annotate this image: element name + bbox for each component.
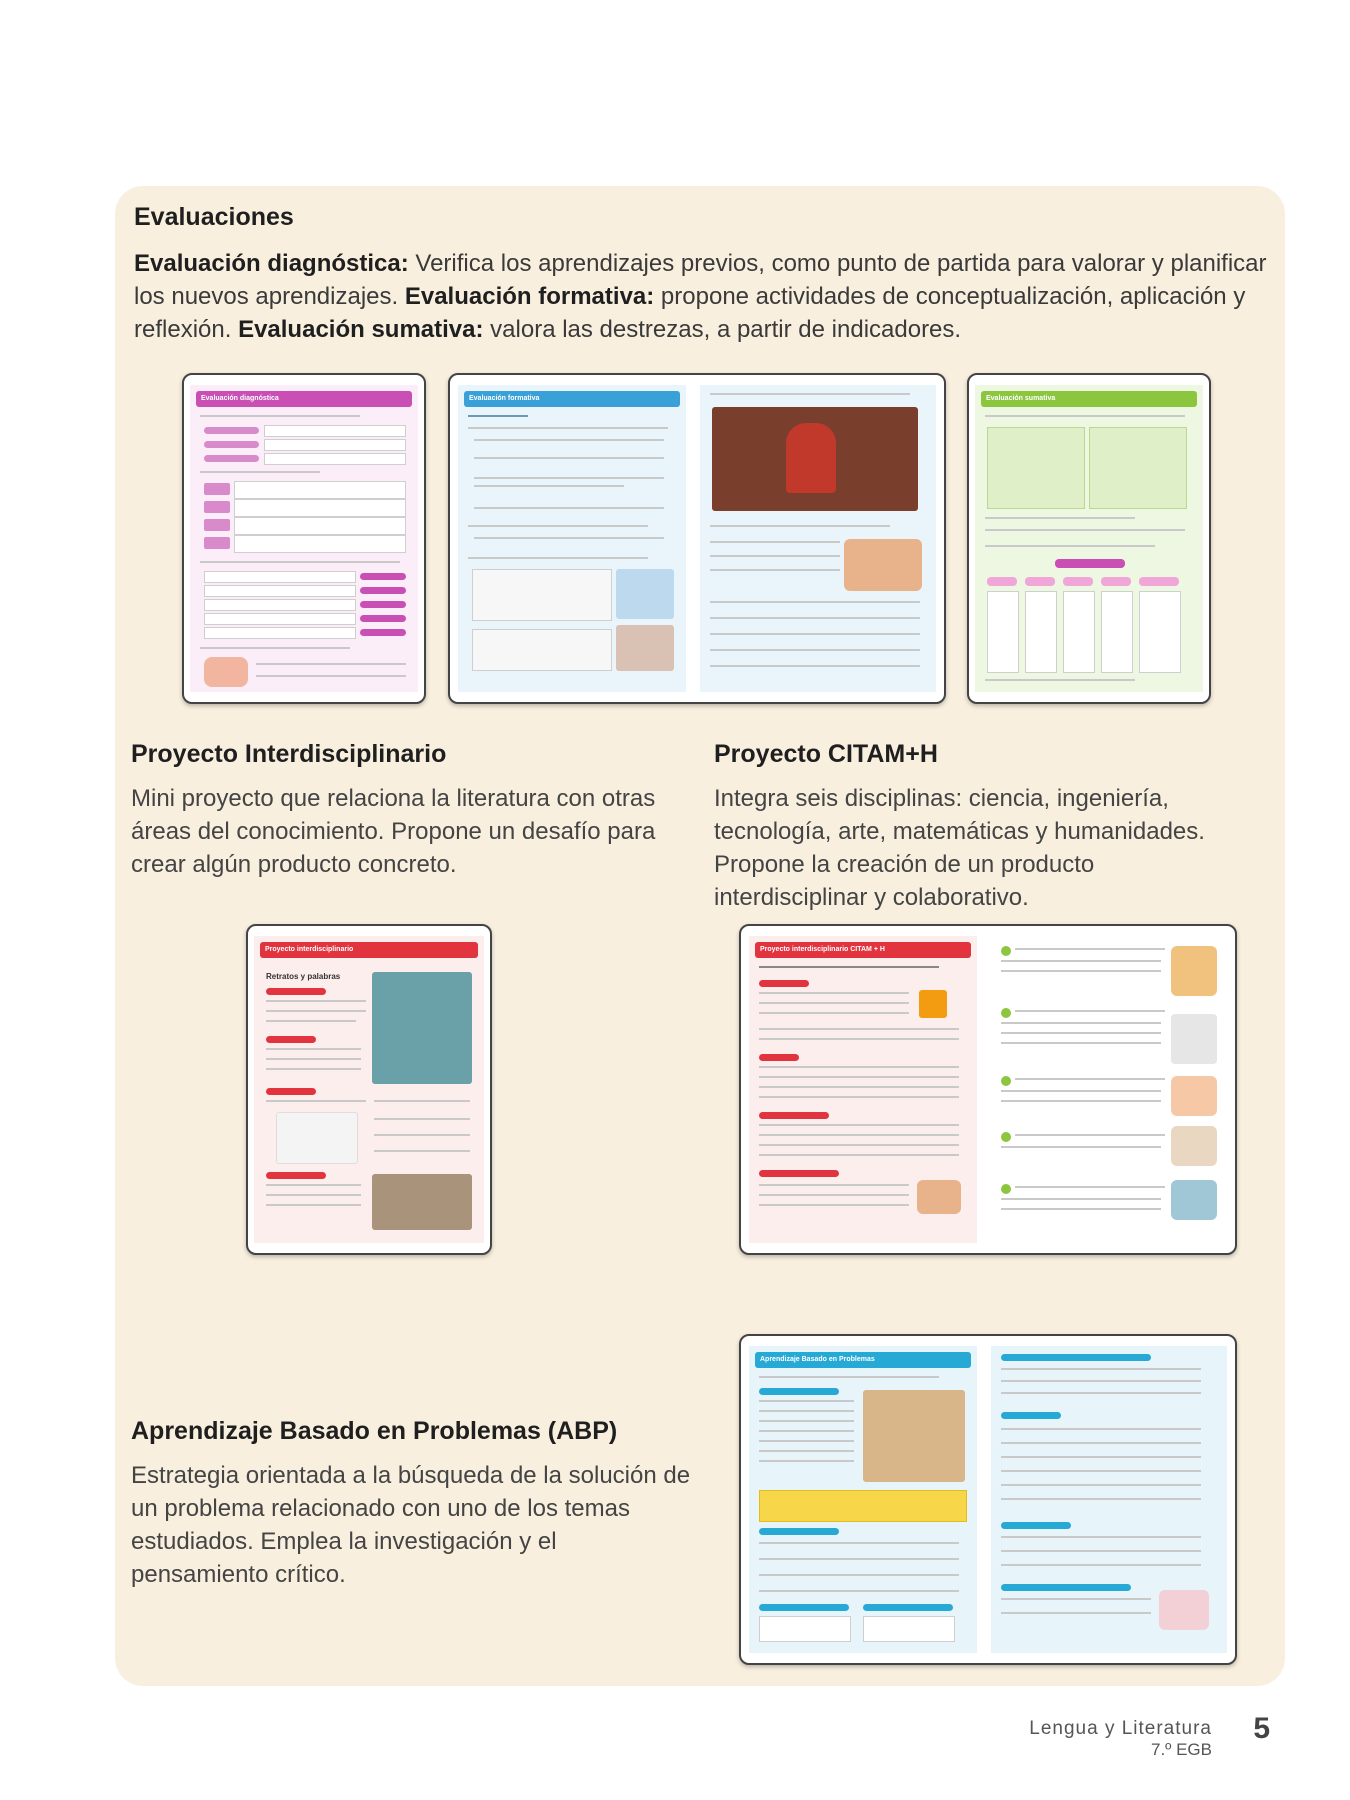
family-illustration — [616, 625, 674, 671]
evaluaciones-description — [134, 247, 1274, 346]
interdisciplinario-heading: Proyecto Interdisciplinario — [131, 740, 447, 768]
page-preview-right — [991, 936, 1227, 1243]
abp-heading: Aprendizaje Basado en Problemas (ABP) — [131, 1417, 618, 1445]
thumb-proyecto-citamh — [739, 924, 1237, 1255]
page-preview-left — [749, 936, 977, 1243]
thumb-header: Aprendizaje Basado en Problemas — [755, 1352, 971, 1368]
student-illustration — [917, 1180, 961, 1214]
page-preview-left — [749, 1346, 977, 1653]
group-illustration — [844, 539, 922, 591]
thumb-header: Evaluación sumativa — [981, 391, 1197, 407]
thumb-header: Proyecto interdisciplinario CITAM + H — [755, 942, 971, 958]
diag-text: Verifica los aprendizajes previos, como punto de partida para valorar y planificar los nuevos aprendizajes. — [134, 250, 1267, 310]
thumb-header: Proyecto interdisciplinario — [260, 942, 478, 958]
children-illustration — [204, 657, 248, 687]
thumb-proyecto-interdisciplinario — [246, 924, 492, 1255]
interdisciplinario-description: Mini proyecto que relaciona la literatura con otras áreas del conocimiento. Propone un desafío para crear algún producto concreto. — [131, 785, 656, 878]
page-preview — [190, 385, 418, 692]
reader-illustration — [1159, 1590, 1209, 1630]
abp-description: Estrategia orientada a la búsqueda de la solución de un problema relacionado con uno de los temas estudiados. Emplea la investigación y el pensamiento crítico. — [131, 1462, 691, 1588]
portrait-illustration — [372, 972, 472, 1084]
page-preview — [975, 385, 1203, 692]
icecream-illustration — [863, 1390, 965, 1482]
footer-subject: Lengua y Literatura — [1029, 1718, 1212, 1739]
diag-label: Evaluación diagnóstica: — [134, 250, 409, 277]
sum-text: valora las destrezas, a partir de indicadores. — [483, 316, 962, 343]
page-preview-right — [700, 385, 936, 692]
page-preview-right — [991, 1346, 1227, 1653]
thumb-header: Evaluación diagnóstica — [196, 391, 412, 407]
page-preview — [254, 936, 484, 1243]
citamh-heading: Proyecto CITAM+H — [714, 740, 938, 768]
sum-label: Evaluación sumativa: — [238, 316, 484, 343]
page-preview-left — [458, 385, 686, 692]
thumb-evaluacion-formativa — [448, 373, 946, 704]
writing-illustration — [372, 1174, 472, 1230]
thumb-evaluacion-diagnostica — [182, 373, 426, 704]
page-number: 5 — [1253, 1712, 1270, 1745]
citamh-description: Integra seis disciplinas: ciencia, ingeniería, tecnología, arte, matemáticas y humanidades. Propone la creación de un producto interdisciplinar y colaborativo. — [714, 785, 1205, 911]
thumb-evaluacion-sumativa — [967, 373, 1211, 704]
form-label: Evaluación formativa: — [404, 283, 655, 310]
paris-illustration — [616, 569, 674, 619]
footer-grade: 7.º EGB — [1150, 1740, 1212, 1759]
form-text: propone actividades de conceptualización, aplicación y reflexión. — [134, 283, 1246, 343]
thumb-subtitle: Retratos y palabras — [266, 972, 341, 981]
thumb-abp — [739, 1334, 1237, 1665]
sdg-icon — [919, 990, 947, 1018]
thumb-header: Evaluación formativa — [464, 391, 680, 407]
evaluaciones-heading: Evaluaciones — [134, 203, 294, 231]
